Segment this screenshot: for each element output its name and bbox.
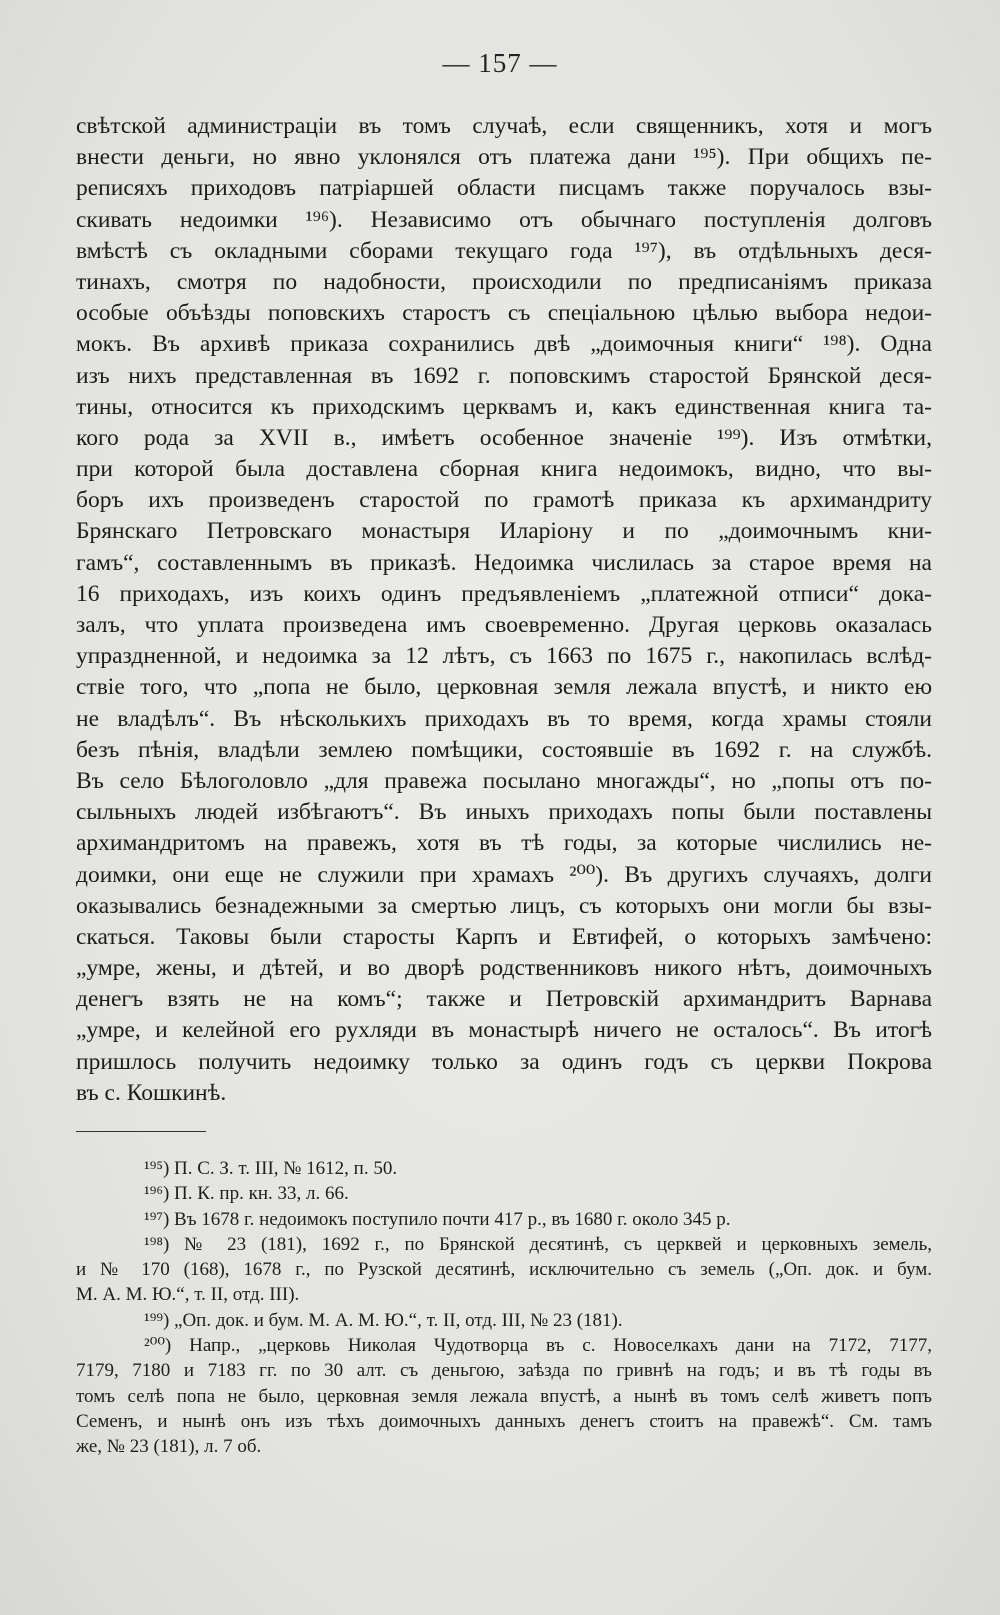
footnote-separator (76, 1131, 206, 1132)
text-line: „умре, и келейной его рухляди въ монастырѣ ничего не осталось“. Въ итогѣ (76, 1017, 932, 1044)
footnote-197 (76, 1207, 932, 1232)
text-line: при которой была доставлена сборная книга недоимокъ, видно, что вы- (76, 456, 932, 483)
text-line: не владѣлъ“. Въ нѣсколькихъ приходахъ въ то время, когда храмы стояли (76, 705, 932, 732)
footnote-line: ¹⁹⁷) Въ 1678 г. недоимокъ поступило почти 417 р., въ 1680 г. около 345 р. (144, 1208, 731, 1230)
text-line: 16 приходахъ, изъ коихъ одинъ предъявленіемъ „платежной отписи“ дока- (76, 580, 932, 607)
text-line: скаться. Таковы были старосты Карпъ и Евтифей, о которыхъ замѣчено: (76, 923, 932, 950)
text-line: тинахъ, смотря по надобности, происходили по предписаніямъ приказа (76, 268, 932, 295)
text-line: Брянскаго Петровскаго монастыря Иларіону и по „доимочнымъ кни- (76, 518, 932, 545)
text-line: скивать недоимки ¹⁹⁶). Независимо отъ обычнаго поступленія долговъ (76, 206, 932, 233)
footnote-line: ¹⁹⁶) П. К. пр. кн. 33, л. 66. (144, 1183, 349, 1205)
text-line: денегъ взять не на комъ“; также и Петровскій архимандритъ Варнава (76, 986, 932, 1013)
text-line: реписяхъ приходовъ патріаршей области писцамъ также поручалось взы- (76, 175, 932, 202)
footnote-198 (76, 1232, 932, 1308)
footnote-line: ¹⁹⁵) П. С. З. т. III, № 1612, п. 50. (144, 1158, 398, 1179)
footnote-line: ¹⁹⁸) № 23 (181), 1692 г., по Брянской десятинѣ, съ церквей и церковныхъ земель, (144, 1233, 932, 1255)
text-line: кого рода за XVII в., имѣетъ особенное значеніе ¹⁹⁹). Изъ отмѣтки, (76, 424, 932, 451)
footnote-line: М. А. М. Ю.“, т. II, отд. III). (76, 1284, 300, 1306)
footnotes (76, 1156, 932, 1460)
text-line: ствіе того, что „попа не было, церковная земля лежала впустѣ, и никто ею (76, 674, 932, 701)
text-line: „умре, жены, и дѣтей, и во дворѣ родственниковъ никого нѣтъ, доимочныхъ (76, 955, 932, 982)
footnote-line: 7179, 7180 и 7183 гг. по 30 алт. съ деньгою, заѣзда по гривнѣ на годъ; и въ тѣ годы въ (76, 1360, 932, 1382)
text-line: архимандритомъ на правежъ, хотя въ тѣ годы, за которые числились не- (76, 830, 932, 857)
text-line: сыльныхъ людей избѣгаютъ“. Въ иныхъ приходахъ попы были поставлены (76, 799, 932, 826)
footnote-line: ¹⁹⁹) „Оп. док. и бум. М. А. М. Ю.“, т. II, отд. III, № 23 (181). (144, 1309, 623, 1331)
footnote-line: ²⁰⁰) Напр., „церковь Николая Чудотворца въ с. Новоселкахъ дани на 7172, 7177, (144, 1335, 932, 1357)
text-line: въ с. Кошкинѣ. (76, 1079, 227, 1106)
footnote-line: Семенъ, и нынѣ онъ изъ тѣхъ доимочныхъ данныхъ денегъ стоитъ на правежѣ“. См. тамъ (76, 1410, 932, 1432)
text-line: внести деньги, но явно уклонялся отъ платежа дани ¹⁹⁵). При общихъ пе- (76, 144, 932, 171)
main-text (76, 111, 932, 1109)
text-line: особые объѣзды поповскихъ старостъ съ спеціальною цѣлью выбора недои- (76, 300, 932, 327)
text-line: изъ нихъ представленная въ 1692 г. поповскимъ старостой Брянской деся- (76, 362, 932, 389)
footnote-196 (76, 1181, 932, 1206)
footnote-line: томъ селѣ попа не было, церковная земля лежала впустѣ, а нынѣ въ томъ селѣ живетъ попъ (76, 1385, 932, 1407)
text-line: залъ, что уплата произведена имъ своевременно. Другая церковь оказалась (76, 612, 932, 638)
footnote-line: и № 170 (168), 1678 г., по Рузской десятинѣ, исключительно съ земель („Оп. док. и бум. (76, 1259, 932, 1281)
text-line: доимки, они еще не служили при храмахъ ²⁰⁰). Въ другихъ случаяхъ, долги (76, 861, 932, 888)
text-line: свѣтской администраціи въ томъ случаѣ, если священникъ, хотя и могъ (76, 113, 932, 139)
text-line: тины, относится къ приходскимъ церквамъ и, какъ единственная книга та- (76, 393, 932, 420)
text-line: мокъ. Въ архивѣ приказа сохранились двѣ „доимочныя книги“ ¹⁹⁸). Одна (76, 331, 932, 358)
footnote-line: же, № 23 (181), л. 7 об. (76, 1436, 262, 1458)
text-line: пришлось получить недоимку только за одинъ годъ съ церкви Покрова (76, 1048, 932, 1075)
text-line: гамъ“, составленнымъ въ приказѣ. Недоимка числилась за старое время на (76, 549, 932, 576)
text-line: вмѣстѣ съ окладными сборами текущаго года ¹⁹⁷), въ отдѣльныхъ деся- (76, 237, 932, 264)
text-line: оказывались безнадежными за смертью лицъ, съ которыхъ они могли бы взы- (76, 892, 932, 919)
footnote-195 (76, 1156, 932, 1181)
text-line: упраздненной, и недоимка за 12 лѣтъ, съ 1663 по 1675 г., накопилась вслѣд- (76, 643, 932, 670)
text-line: безъ пѣнія, владѣли землею помѣщики, состоявшіе въ 1692 г. на службѣ. (76, 736, 932, 763)
text-line: Въ село Бѣлоголовло „для правежа посылано многажды“, но „попы отъ по- (76, 767, 932, 794)
text-line: боръ ихъ произведенъ старостой по грамотѣ приказа къ архимандриту (76, 487, 932, 514)
page-number: — 157 — (442, 48, 558, 78)
footnote-199 (76, 1308, 932, 1333)
footnote-200 (76, 1333, 932, 1459)
